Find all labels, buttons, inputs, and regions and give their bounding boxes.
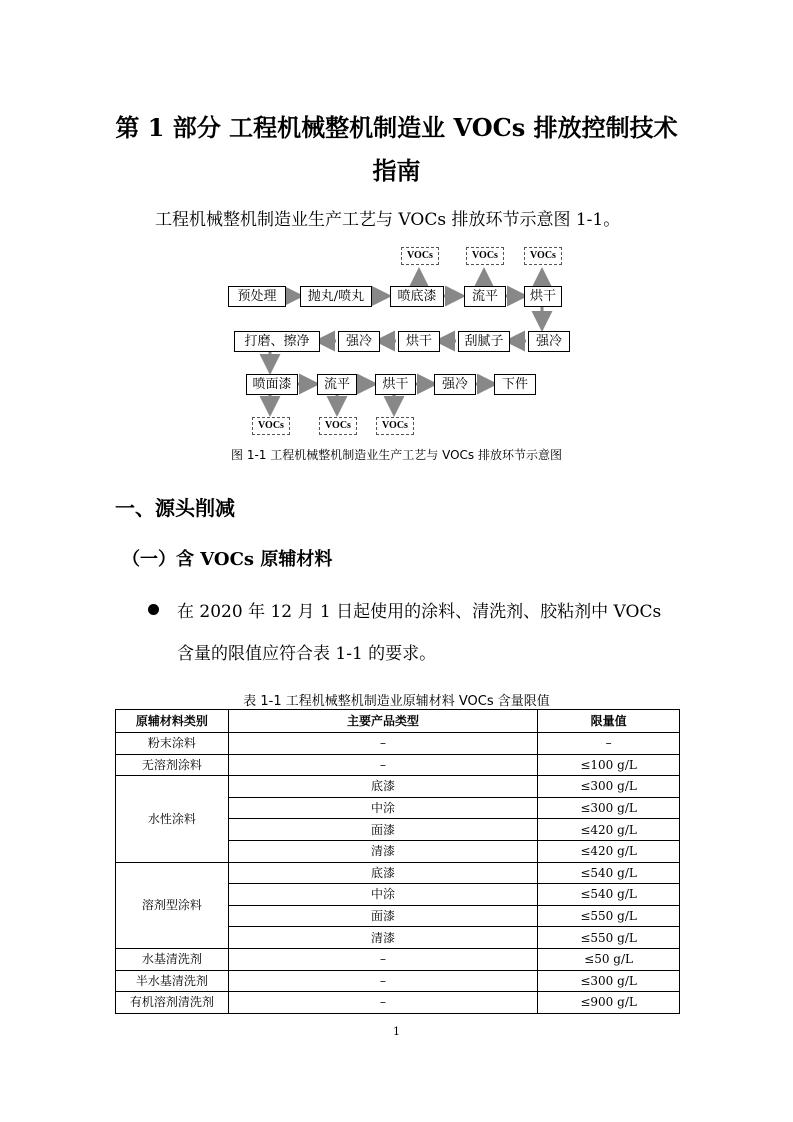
limit-cell: ≤50 g/L	[538, 948, 680, 970]
category-cell: 水基清洗剂	[116, 948, 229, 970]
limit-cell: ≤540 g/L	[538, 862, 680, 884]
vocs-emission-label: VOCs	[524, 247, 562, 265]
limit-cell: ≤420 g/L	[538, 819, 680, 841]
type-cell: 清漆	[228, 840, 537, 862]
table-row	[116, 733, 680, 755]
step-forced-cooling: 强冷	[434, 374, 476, 395]
limit-cell: ≤900 g/L	[538, 992, 680, 1014]
step-leveling: 流平	[317, 374, 357, 395]
vocs-emission-label: VOCs	[466, 247, 504, 265]
vocs-emission-label: VOCs	[252, 417, 290, 435]
step-sanding-wiping: 打磨、擦净	[234, 331, 320, 352]
page-title-line1: 第 1 部分 工程机械整机制造业 VOCs 排放控制技术	[115, 113, 678, 142]
subsection-heading: （一）含 VOCs 原辅材料	[122, 549, 333, 570]
limit-cell: ≤540 g/L	[538, 884, 680, 906]
header-category: 原辅材料类别	[116, 710, 229, 733]
type-cell: 清漆	[228, 927, 537, 949]
type-cell: –	[228, 948, 537, 970]
process-flow-figure	[222, 243, 582, 443]
intro-text: 工程机械整机制造业生产工艺与 VOCs 排放环节示意图 1-1。	[155, 210, 621, 230]
vocs-emission-label: VOCs	[319, 417, 357, 435]
step-primer-spray: 喷底漆	[390, 286, 444, 307]
type-cell: 底漆	[228, 862, 537, 884]
header-type: 主要产品类型	[228, 710, 537, 733]
limit-cell: ≤300 g/L	[538, 970, 680, 992]
table-row	[116, 992, 680, 1014]
step-leveling: 流平	[464, 286, 506, 307]
table-row	[116, 948, 680, 970]
step-putty: 刮腻子	[458, 331, 510, 352]
category-cell: 无溶剂涂料	[116, 754, 229, 776]
bullet-text-line2: 含量的限值应符合表 1-1 的要求。	[177, 644, 437, 664]
table-row	[116, 754, 680, 776]
type-cell: 面漆	[228, 819, 537, 841]
step-forced-cooling: 强冷	[338, 331, 380, 352]
type-cell: –	[228, 992, 537, 1014]
table-header-row	[116, 710, 680, 733]
table-row	[116, 970, 680, 992]
step-drying: 烘干	[398, 331, 440, 352]
type-cell: –	[228, 970, 537, 992]
vocs-emission-label: VOCs	[376, 417, 414, 435]
type-cell: –	[228, 733, 537, 755]
category-cell: 半水基清洗剂	[116, 970, 229, 992]
limit-cell: ≤420 g/L	[538, 840, 680, 862]
type-cell: 中涂	[228, 797, 537, 819]
type-cell: 中涂	[228, 884, 537, 906]
type-cell: –	[228, 754, 537, 776]
step-drying: 烘干	[375, 374, 416, 395]
category-cell: 水性涂料	[116, 776, 229, 862]
limit-cell: ≤550 g/L	[538, 927, 680, 949]
type-cell: 面漆	[228, 905, 537, 927]
step-unloading: 下件	[494, 374, 536, 395]
category-cell: 粉末涂料	[116, 733, 229, 755]
table-row	[116, 776, 680, 798]
category-cell: 有机溶剂清洗剂	[116, 992, 229, 1014]
bullet-icon	[148, 604, 159, 615]
limit-cell: ≤550 g/L	[538, 905, 680, 927]
limit-cell: ≤100 g/L	[538, 754, 680, 776]
step-shot-blasting: 抛丸/喷丸	[300, 286, 372, 307]
section-heading: 一、源头削减	[115, 496, 235, 520]
type-cell: 底漆	[228, 776, 537, 798]
step-pretreatment: 预处理	[228, 286, 286, 307]
page-title-line2: 指南	[372, 156, 421, 185]
step-topcoat-spray: 喷面漆	[246, 374, 298, 395]
bullet-text-line1: 在 2020 年 12 月 1 日起使用的涂料、清洗剂、胶粘剂中 VOCs	[177, 602, 662, 622]
limit-cell: –	[538, 733, 680, 755]
category-cell: 溶剂型涂料	[116, 862, 229, 948]
header-limit: 限量值	[538, 710, 680, 733]
figure-caption: 图 1-1 工程机械整机制造业生产工艺与 VOCs 排放环节示意图	[231, 448, 562, 462]
voc-limits-table	[115, 709, 680, 1014]
table-caption: 表 1-1 工程机械整机制造业原辅材料 VOCs 含量限值	[243, 694, 550, 709]
limit-cell: ≤300 g/L	[538, 797, 680, 819]
step-forced-cooling: 强冷	[528, 331, 570, 352]
step-drying: 烘干	[524, 286, 562, 307]
vocs-emission-label: VOCs	[401, 247, 439, 265]
page-number: 1	[393, 1025, 400, 1038]
limit-cell: ≤300 g/L	[538, 776, 680, 798]
table-row	[116, 862, 680, 884]
